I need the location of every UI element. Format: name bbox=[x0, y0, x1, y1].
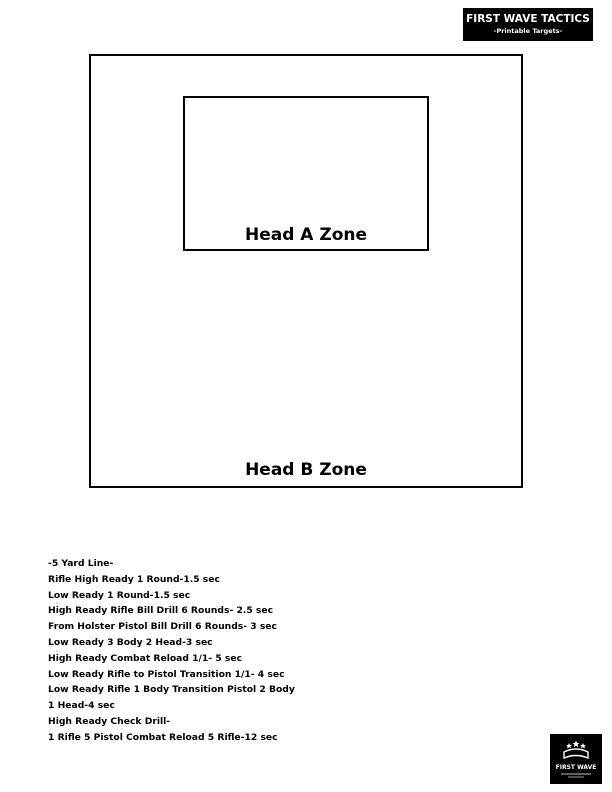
drill-line: High Ready Rifle Bill Drill 6 Rounds- 2.5 sec bbox=[48, 605, 274, 617]
drill-line: High Ready Check Drill- bbox=[48, 715, 171, 727]
drill-line: -5 Yard Line- bbox=[48, 558, 114, 569]
drill-line: From Holster Pistol Bill Drill 6 Rounds- 3 sec bbox=[48, 621, 277, 633]
drill-line: Low Ready 1 Round-1.5 sec bbox=[48, 589, 191, 601]
drill-line: Low Ready Rifle to Pistol Transition 1/1- 4 sec bbox=[48, 668, 285, 680]
brand-subtitle: -Printable Targets- bbox=[493, 27, 563, 35]
drill-list bbox=[48, 556, 295, 746]
drill-line: Low Ready Rifle 1 Body Transition Pistol 2 Body bbox=[48, 684, 295, 696]
drill-line: Low Ready 3 Body 2 Head-3 sec bbox=[48, 636, 213, 648]
drill-line: 1 Rifle 5 Pistol Combat Reload 5 Rifle-12 sec bbox=[48, 731, 278, 743]
brand-badge bbox=[463, 8, 593, 41]
logo-text: FIRST WAVE bbox=[555, 764, 597, 771]
drill-line: Rifle High Ready 1 Round-1.5 sec bbox=[48, 573, 220, 585]
first-wave-logo bbox=[550, 734, 602, 784]
helmet-stars-icon bbox=[550, 734, 602, 784]
head-b-zone-label: Head B Zone bbox=[245, 460, 367, 480]
drill-line: High Ready Combat Reload 1/1- 5 sec bbox=[48, 652, 243, 664]
brand-title: FIRST WAVE TACTICS bbox=[466, 13, 590, 25]
head-a-zone-label: Head A Zone bbox=[244, 225, 368, 245]
drill-line: 1 Head-4 sec bbox=[48, 700, 115, 712]
